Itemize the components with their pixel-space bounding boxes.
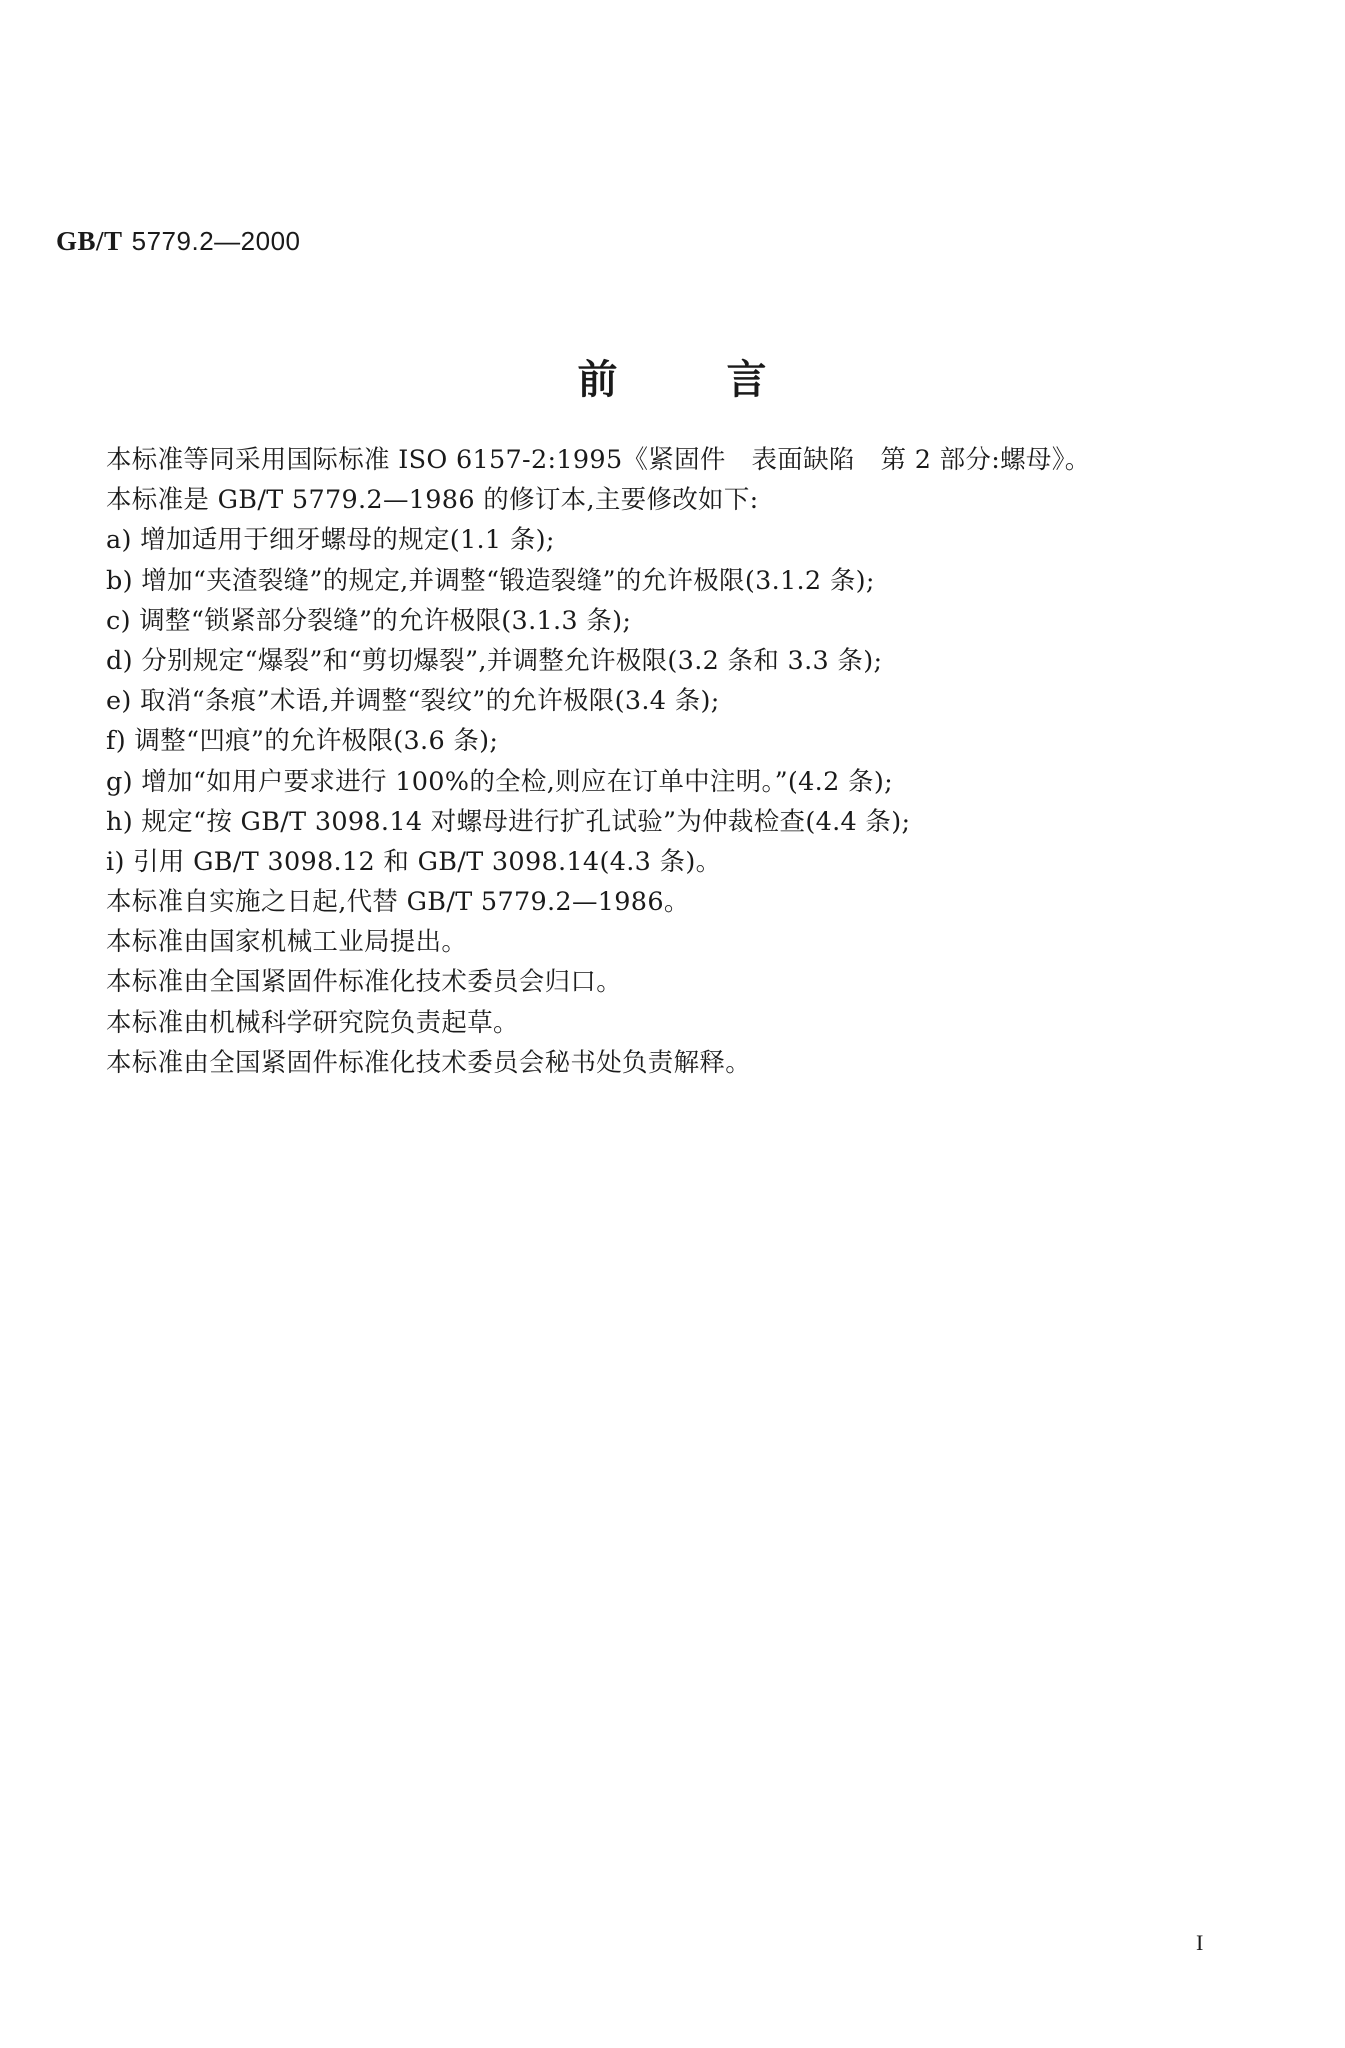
foreword-body (106, 440, 1286, 1083)
paragraph-line: 本标准由机械科学研究院负责起草。 (106, 1007, 519, 1038)
list-item: c) 调整“锁紧部分裂缝”的允许极限(3.1.3 条); (106, 605, 632, 636)
paragraph-line: 本标准自实施之日起,代替 GB/T 5779.2—1986。 (106, 887, 690, 918)
standard-code: GB/T (56, 226, 123, 256)
list-item: f) 调整“凹痕”的允许极限(3.6 条); (106, 726, 499, 757)
title-char-2: 言 (726, 356, 768, 403)
page-number: I (1196, 1930, 1204, 1955)
paragraph-line: 本标准是 GB/T 5779.2—1986 的修订本,主要修改如下: (106, 485, 759, 516)
list-item: d) 分别规定“爆裂”和“剪切爆裂”,并调整允许极限(3.2 条和 3.3 条); (106, 645, 883, 676)
paragraph-line: 本标准由国家机械工业局提出。 (106, 927, 468, 958)
list-item: i) 引用 GB/T 3098.12 和 GB/T 3098.14(4.3 条)。 (106, 846, 722, 877)
list-item: h) 规定“按 GB/T 3098.14 对螺母进行扩孔试验”为仲裁检查(4.4 条); (106, 806, 911, 837)
paragraph-line: 本标准等同采用国际标准 ISO 6157-2:1995《紧固件 表面缺陷 第 2 部分:螺母》。 (106, 445, 1091, 475)
paragraph-line: 本标准由全国紧固件标准化技术委员会归口。 (106, 967, 623, 998)
page-title (0, 348, 1345, 405)
title-char-1: 前 (577, 356, 619, 403)
list-item: g) 增加“如用户要求进行 100%的全检,则应在订单中注明。”(4.2 条); (106, 766, 893, 797)
list-item: b) 增加“夹渣裂缝”的规定,并调整“锻造裂缝”的允许极限(3.1.2 条); (106, 565, 875, 596)
paragraph-line: 本标准由全国紧固件标准化技术委员会秘书处负责解释。 (106, 1047, 752, 1078)
standard-number: 5779.2—2000 (131, 226, 301, 256)
list-item: a) 增加适用于细牙螺母的规定(1.1 条); (106, 525, 555, 556)
list-item: e) 取消“条痕”术语,并调整“裂纹”的允许极限(3.4 条); (106, 686, 720, 717)
document-header (56, 226, 301, 257)
